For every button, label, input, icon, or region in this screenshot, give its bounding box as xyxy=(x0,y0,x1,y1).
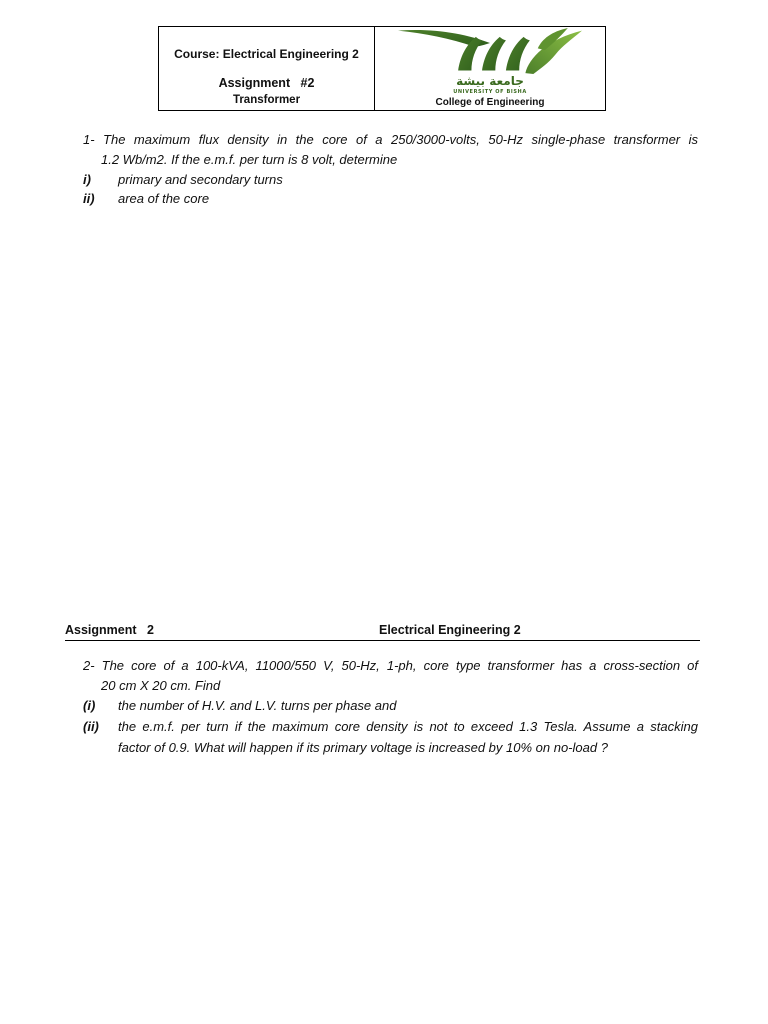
question-1-line-1: 1- The maximum flux density in the core of a 250/3000-volts, 50-Hz single-phase transformer is xyxy=(83,132,698,147)
question-1-part-ii-text: area of the core xyxy=(118,191,210,206)
question-2-line-2: 20 cm X 20 cm. Find xyxy=(101,678,221,693)
question-1-part-ii-label: ii) xyxy=(83,191,95,206)
university-arabic-name: جامعة بيشة xyxy=(456,74,524,88)
course-title: Course: Electrical Engineering 2 xyxy=(174,47,359,61)
running-header-assignment: Assignment 2 xyxy=(65,623,154,637)
question-2-line-1: 2- The core of a 100-kVA, 11000/550 V, 50-Hz, 1-ph, core type transformer has a cross-section of xyxy=(83,658,698,673)
logo-stripe-leaf-3 xyxy=(506,37,530,71)
assignment-number: Assignment #2 xyxy=(218,76,315,90)
question-1-part-i-text: primary and secondary turns xyxy=(118,172,283,187)
question-2-part-ii-line-2: factor of 0.9. What will happen if its primary voltage is increased by 10% on no-load ? xyxy=(118,740,608,755)
question-1-part-i-label: i) xyxy=(83,172,91,187)
running-header-rule xyxy=(65,640,700,641)
assignment-topic: Transformer xyxy=(232,94,301,106)
assignment-header-table xyxy=(158,26,606,111)
running-header-course: Electrical Engineering 2 xyxy=(379,623,521,637)
question-2-part-i-text: the number of H.V. and L.V. turns per phase and xyxy=(118,698,397,713)
question-1-line-2: 1.2 Wb/m2. If the e.m.f. per turn is 8 volt, determine xyxy=(101,152,398,167)
question-2-part-i-label: (i) xyxy=(83,698,96,713)
university-english-name: UNIVERSITY OF BISHA xyxy=(453,89,527,95)
header-logo-cell xyxy=(375,27,605,110)
college-name: College of Engineering xyxy=(435,97,545,108)
question-2-part-ii-line-1: the e.m.f. per turn if the maximum core density is not to exceed 1.3 Tesla. Assume a stacking xyxy=(118,719,698,734)
university-logo-icon xyxy=(384,28,596,74)
header-course-cell xyxy=(159,27,374,110)
question-2-part-ii-label: (ii) xyxy=(83,719,99,734)
